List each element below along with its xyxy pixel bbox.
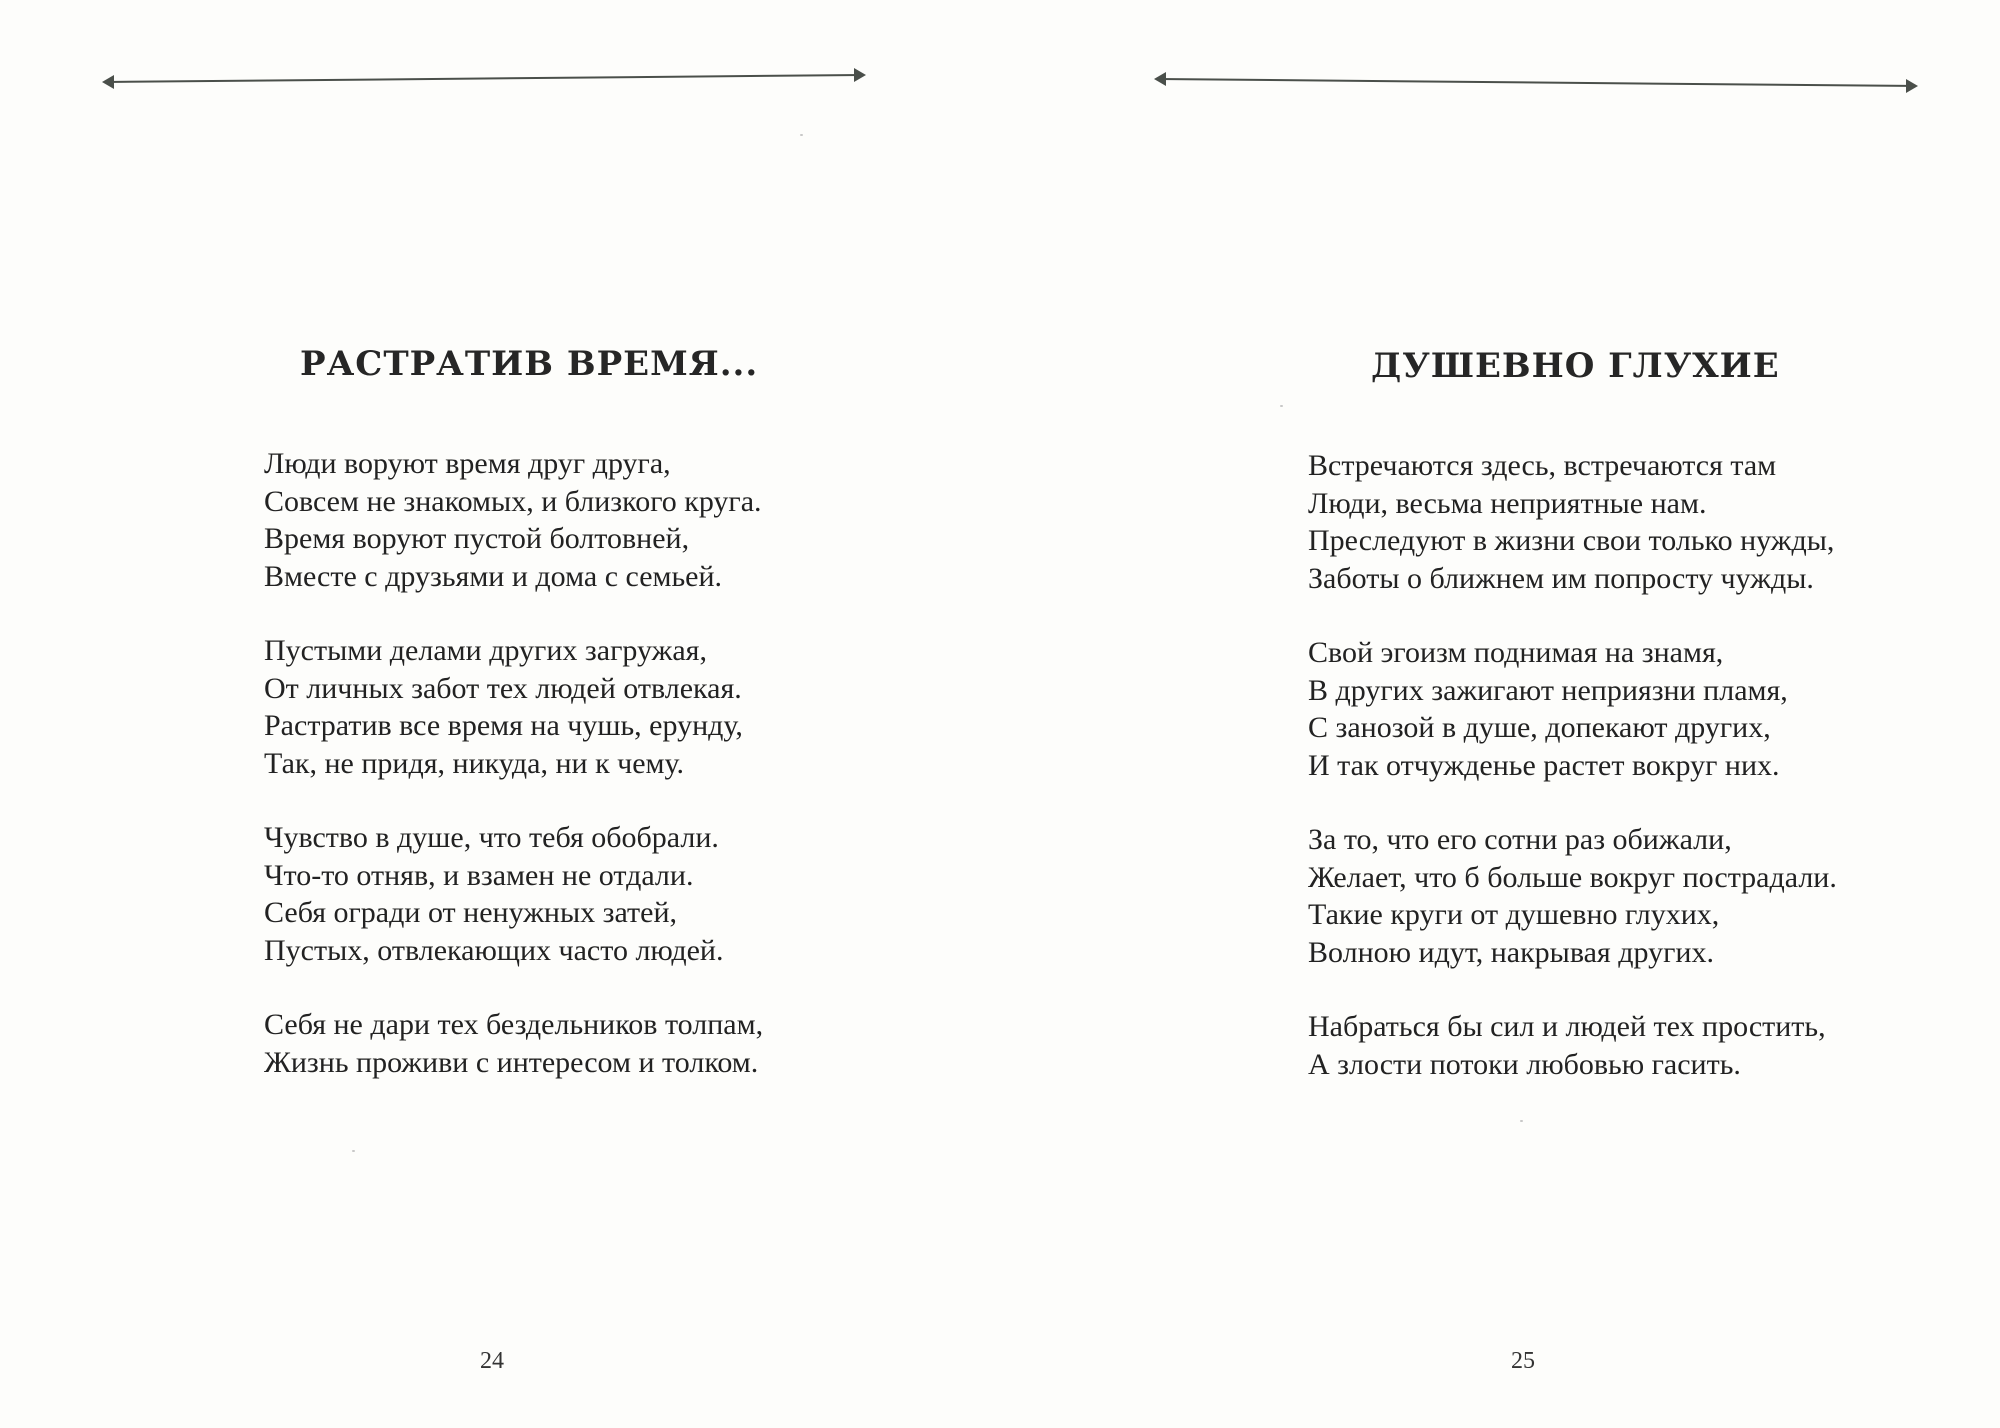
poem-line: Заботы о ближнем им попросту чужды. — [1308, 561, 1814, 595]
paper-speck — [352, 1150, 355, 1152]
stanza — [1308, 821, 1837, 971]
poem-line: Люди воруют время друг друга, — [264, 447, 671, 480]
poem-line: Пустыми делами других загружая, — [264, 634, 707, 667]
poem-line: Совсем не знакомых, и близкого круга. — [264, 484, 762, 518]
paper-speck — [800, 134, 803, 136]
poem-line: Желает, что б больше вокруг пострадали. — [1308, 860, 1837, 894]
stanza — [264, 1006, 763, 1081]
page-number: 24 — [480, 1348, 504, 1374]
poem-line: Время воруют пустой болтовней, — [264, 522, 690, 555]
poem-line: Себя огради от ненужных затей, — [264, 896, 677, 929]
stanza — [1308, 634, 1837, 784]
poem-line: А злости потоки любовью гасить. — [1308, 1047, 1741, 1081]
arrow-divider-icon — [100, 64, 870, 94]
poem-line: За то, что его сотни раз обижали, — [1308, 823, 1732, 856]
poem-title: ДУШЕВНО ГЛУХИЕ — [1371, 346, 1780, 386]
poem-line: Люди, весьма неприятные нам. — [1308, 486, 1707, 520]
poem-line: С занозой в душе, допекают других, — [1308, 711, 1771, 744]
poem-line: Так, не придя, никуда, ни к чему. — [264, 746, 685, 780]
poem-body — [264, 445, 763, 1118]
poem-line: Преследуют в жизни свои только нужды, — [1308, 524, 1835, 557]
stanza — [1308, 1008, 1837, 1083]
paper-speck — [1520, 1120, 1523, 1122]
poem-line: Волною идут, накрывая других. — [1308, 935, 1714, 969]
poem-line: Набраться бы сил и людей тех простить, — [1308, 1010, 1826, 1043]
poem-line: Чувство в душе, что тебя обобрали. — [264, 821, 719, 854]
right-page — [1000, 0, 2000, 1428]
poem-line: Вместе с друзьями и дома с семьей. — [264, 559, 723, 593]
poem-line: Себя не дари тех бездельников толпам, — [264, 1008, 764, 1041]
poem-line: Встречаются здесь, встречаются там — [1308, 449, 1777, 482]
stanza — [264, 632, 763, 782]
poem-line: В других зажигают неприязни пламя, — [1308, 673, 1788, 707]
poem-line: Растратив все время на чушь, ерунду, — [264, 709, 743, 742]
stanza — [264, 445, 763, 595]
poem-line: Пустых, отвлекающих часто людей. — [264, 933, 724, 967]
poem-line: Жизнь проживи с интересом и толком. — [264, 1045, 759, 1079]
poem-line: Что-то отняв, и взамен не отдали. — [264, 858, 694, 892]
stanza — [264, 819, 763, 969]
poem-line: Такие круги от душевно глухих, — [1308, 898, 1720, 931]
poem-line: И так отчужденье растет вокруг них. — [1308, 748, 1780, 782]
poem-body — [1308, 447, 1837, 1120]
poem-title: РАСТРАТИВ ВРЕМЯ... — [300, 344, 759, 384]
poem-line: От личных забот тех людей отвлекая. — [264, 671, 742, 705]
stanza — [1308, 447, 1837, 597]
paper-speck — [1280, 405, 1283, 407]
poem-line: Свой эгоизм поднимая на знамя, — [1308, 636, 1724, 669]
page-number: 25 — [1511, 1348, 1535, 1374]
arrow-divider-icon — [1152, 70, 1922, 100]
